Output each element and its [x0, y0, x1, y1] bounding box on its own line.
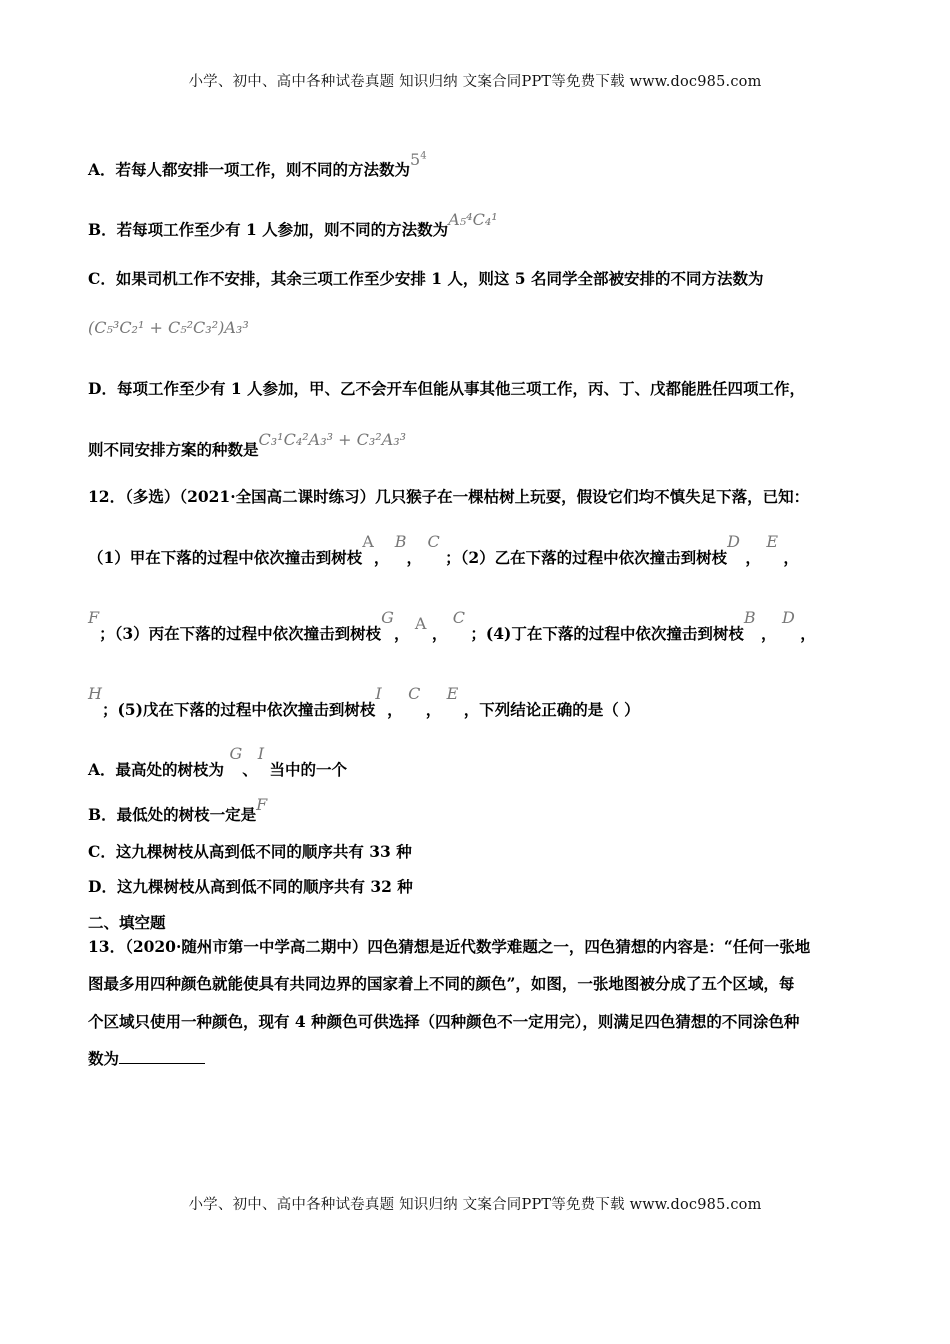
q11-option-d-line2: [88, 430, 407, 460]
branch-d2: D: [781, 608, 795, 627]
branch-h: H: [88, 684, 102, 703]
q11-option-a-text: A．若每人都安排一项工作，则不同的方法数为: [88, 160, 411, 179]
q11-option-b[interactable]: [88, 210, 498, 240]
branch-d: D: [727, 532, 740, 551]
q11-option-a-math: $5^4$: [410, 150, 427, 169]
q12-line3: F；（3）丙在下落的过程中依次撞击到树枝G， A ， C ；(4)丁在下落的过程中依次撞击到树枝B ， D ，: [88, 608, 816, 643]
section-title: 二、填空题: [88, 913, 166, 932]
branch-b2: B: [743, 608, 756, 627]
q11-option-d-text2: 则不同安排方案的种数是: [88, 440, 259, 459]
branch-e2: E: [446, 684, 459, 703]
q11-option-c-text: C．如果司机工作不安排，其余三项工作至少安排 1 人，则这 5 名同学全部被安排的不同方法数为: [88, 269, 764, 288]
q12-option-b[interactable]: B．最低处的树枝一定是F: [88, 795, 268, 824]
branch-i2: I: [257, 744, 265, 763]
branch-e: E: [766, 532, 779, 551]
page-footer: 小学、初中、高中各种试卷真题 知识归纳 文案合同PPT等免费下载 www.doc985.com: [188, 1197, 762, 1213]
q11-option-b-text: B．若每项工作至少有 1 人参加，则不同的方法数为: [88, 220, 449, 239]
branch-g: G: [381, 608, 394, 627]
q12-line4: H；(5)戊在下落的过程中依次撞击到树枝I ， C ， E ，下列结论正确的是（ ）: [88, 684, 640, 719]
q11-option-c[interactable]: [88, 267, 764, 289]
branch-c: C: [427, 532, 440, 551]
branch-c3: C: [408, 684, 421, 703]
answer-blank[interactable]: [119, 1049, 205, 1064]
q11-option-d-text: D．每项工作至少有 1 人参加，甲、乙不会开车但能从事其他三项工作，丙、丁、戊都能胜任四项工作，: [88, 379, 806, 398]
branch-a2: A: [414, 614, 427, 633]
q12-line2: （1）甲在下落的过程中依次撞击到树枝A， B， C ；（2）乙在下落的过程中依次撞击到树枝D ， E ，: [88, 532, 799, 567]
branch-f: F: [88, 608, 100, 627]
page-header: 小学、初中、高中各种试卷真题 知识归纳 文案合同PPT等免费下载 www.doc985.com: [188, 74, 762, 90]
branch-b: B: [394, 532, 407, 551]
branch-c2: C: [452, 608, 465, 627]
q13-line2: 图最多用四种颜色就能使具有共同边界的国家着上不同的颜色”，如图，一张地图被分成了五个区域，每: [88, 974, 795, 993]
branch-g2: G: [229, 744, 243, 763]
branch-f2: F: [256, 795, 268, 814]
q11-option-c-formula: [88, 318, 249, 337]
q11-option-a[interactable]: [88, 150, 427, 180]
branch-a: A: [362, 532, 374, 551]
q11-option-b-math: A₅⁴C₄¹: [448, 210, 498, 229]
q11-option-d[interactable]: [88, 377, 805, 399]
q13-line1: 13．（2020·随州市第一中学高二期中）四色猜想是近代数学难题之一，四色猜想的内容是：“任何一张地: [88, 937, 811, 956]
q13-line4: 数为: [88, 1047, 205, 1069]
q12-stem: 12．（多选）（2021·全国高二课时练习）几只猴子在一棵枯树上玩耍，假设它们均不慎失足下落，已知：: [88, 487, 810, 506]
q13-line3: 个区域只使用一种颜色，现有 4 种颜色可供选择（四种颜色不一定用完），则满足四色猜想的不同涂色种: [88, 1012, 800, 1031]
q12-option-d[interactable]: D．这九棵树枝从高到低不同的顺序共有 32 种: [88, 877, 413, 896]
q11-option-c-math: (C₅³C₂¹ + C₅²C₃²)A₃³: [88, 318, 249, 337]
q11-option-d-math: C₃¹C₄²A₃³ + C₃²A₃³: [258, 430, 407, 449]
q12-option-c[interactable]: C．这九棵树枝从高到低不同的顺序共有 33 种: [88, 842, 412, 861]
q12-option-a[interactable]: A．最高处的树枝为 G、I 当中的一个: [88, 744, 347, 779]
branch-i: I: [375, 684, 382, 703]
